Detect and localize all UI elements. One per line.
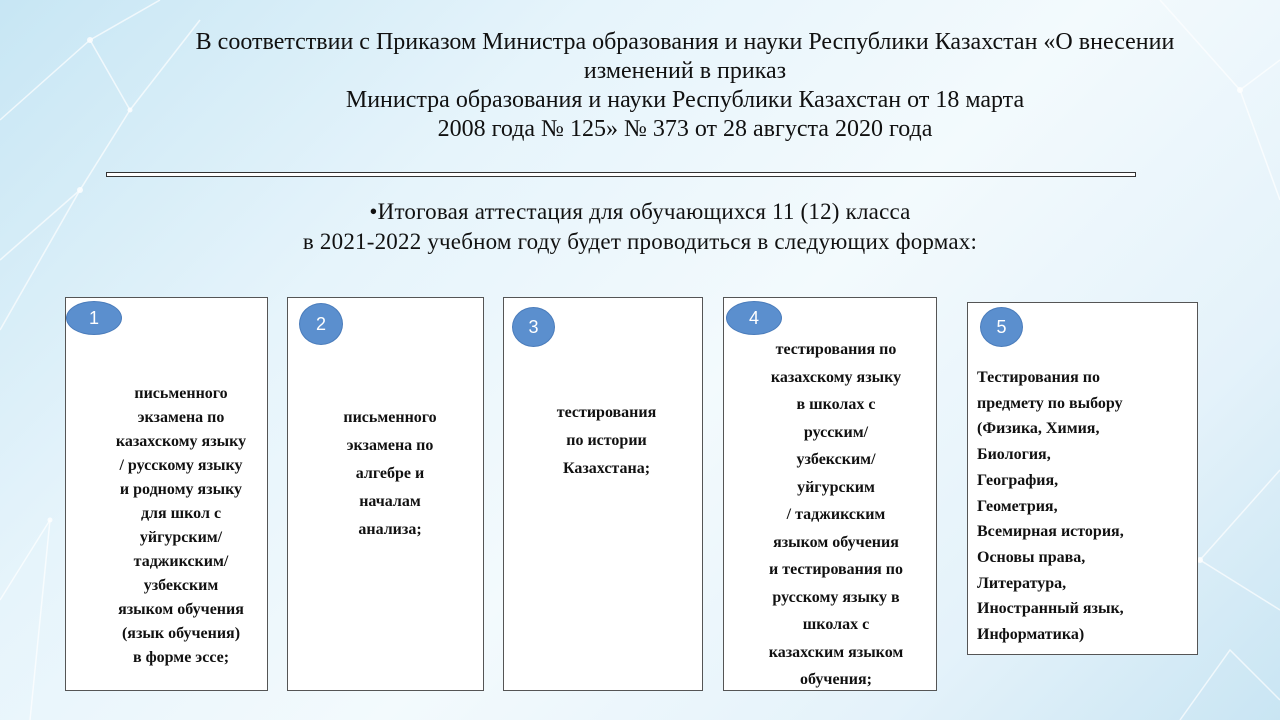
form-box-3 <box>503 297 703 691</box>
form-5-line: Основы права, <box>977 548 1086 566</box>
form-box-4 <box>723 297 937 691</box>
form-box-1 <box>65 297 268 691</box>
form-1-line: языком обучения <box>118 601 244 618</box>
form-box-2 <box>287 297 484 691</box>
header-line-2: изменений в приказ <box>583 58 787 84</box>
form-1-line: / русскому языку <box>119 457 243 474</box>
form-4-line: тестирования по <box>775 341 897 358</box>
number-badge-2: 2 <box>299 303 343 345</box>
form-4-line: обучения; <box>800 671 872 688</box>
form-5-line: Всемирная история, <box>977 523 1124 541</box>
form-3-line: Казахстана; <box>562 460 651 477</box>
form-1-line: и родному языку <box>119 481 243 498</box>
form-4-line: языком обучения <box>773 533 899 551</box>
form-2-line: началам <box>359 493 421 510</box>
form-5-line: Геометрия, <box>977 497 1058 515</box>
form-3-line: тестирования <box>556 404 657 421</box>
form-5-line: Иностранный язык, <box>977 600 1124 618</box>
header-line-1: В соответствии с Приказом Министра образования и науки Республики Казахстан «О внесении <box>195 29 1175 55</box>
form-4-line: узбекским/ <box>796 451 876 468</box>
form-5-line: География, <box>977 471 1059 489</box>
form-box-5 <box>967 302 1198 655</box>
form-1-line: уйгурским/ <box>139 529 223 546</box>
number-badge-5: 5 <box>980 307 1023 347</box>
form-text-1 <box>96 382 266 670</box>
form-4-line: и тестирования по <box>768 561 903 578</box>
form-1-line: письменного <box>134 385 228 402</box>
form-5-line: (Физика, Химия, <box>977 420 1100 438</box>
form-text-4 <box>738 336 934 694</box>
form-4-line: русскому языку в <box>772 588 900 606</box>
form-1-line: экзамена по <box>137 409 225 426</box>
form-4-line: школах с <box>802 616 870 633</box>
form-2-line: письменного <box>343 409 437 426</box>
form-2-line: анализа; <box>358 521 422 538</box>
form-5-line: Биология, <box>977 446 1051 464</box>
form-2-line: алгебре и <box>355 465 425 482</box>
number-badge-3: 3 <box>512 307 555 347</box>
form-5-line: Литература, <box>977 574 1067 592</box>
form-4-line: уйгурским <box>797 478 875 496</box>
form-text-2 <box>300 404 480 544</box>
form-1-line: узбекским <box>143 577 219 594</box>
form-5-line: предмету по выбору <box>977 394 1123 412</box>
form-1-line: для школ с <box>140 505 222 522</box>
number-badge-1: 1 <box>66 301 122 335</box>
divider <box>106 172 1136 177</box>
number-badge-4: 4 <box>726 301 782 335</box>
form-5-line: Информатика) <box>977 626 1085 644</box>
form-3-line: по истории <box>566 432 647 449</box>
subtitle <box>130 197 1150 257</box>
header-title <box>105 28 1265 144</box>
form-4-line: русским/ <box>803 423 869 441</box>
form-5-line: Тестирования по <box>977 369 1100 386</box>
form-4-line: казахским языком <box>768 643 904 661</box>
form-text-3 <box>514 399 699 483</box>
form-1-line: таджикским/ <box>133 553 229 570</box>
subtitle-line-1: •Итоговая аттестация для обучающихся 11 (12) класса <box>369 199 911 224</box>
form-4-line: казахскому языку <box>770 368 902 386</box>
form-1-line: (язык обучения) <box>121 625 241 642</box>
header-line-3: Министра образования и науки Республики Казахстан от 18 марта <box>345 87 1025 113</box>
form-2-line: экзамена по <box>346 437 434 454</box>
form-text-5 <box>977 365 1192 648</box>
form-4-line: / таджикским <box>786 506 886 523</box>
subtitle-line-2: в 2021-2022 учебном году будет проводиться в следующих формах: <box>302 229 978 254</box>
header-line-4: 2008 года № 125» № 373 от 28 августа 2020 года <box>437 116 933 142</box>
form-1-line: казахскому языку <box>115 433 247 450</box>
form-1-line: в форме эссе; <box>132 649 230 666</box>
form-4-line: в школах с <box>796 396 876 413</box>
